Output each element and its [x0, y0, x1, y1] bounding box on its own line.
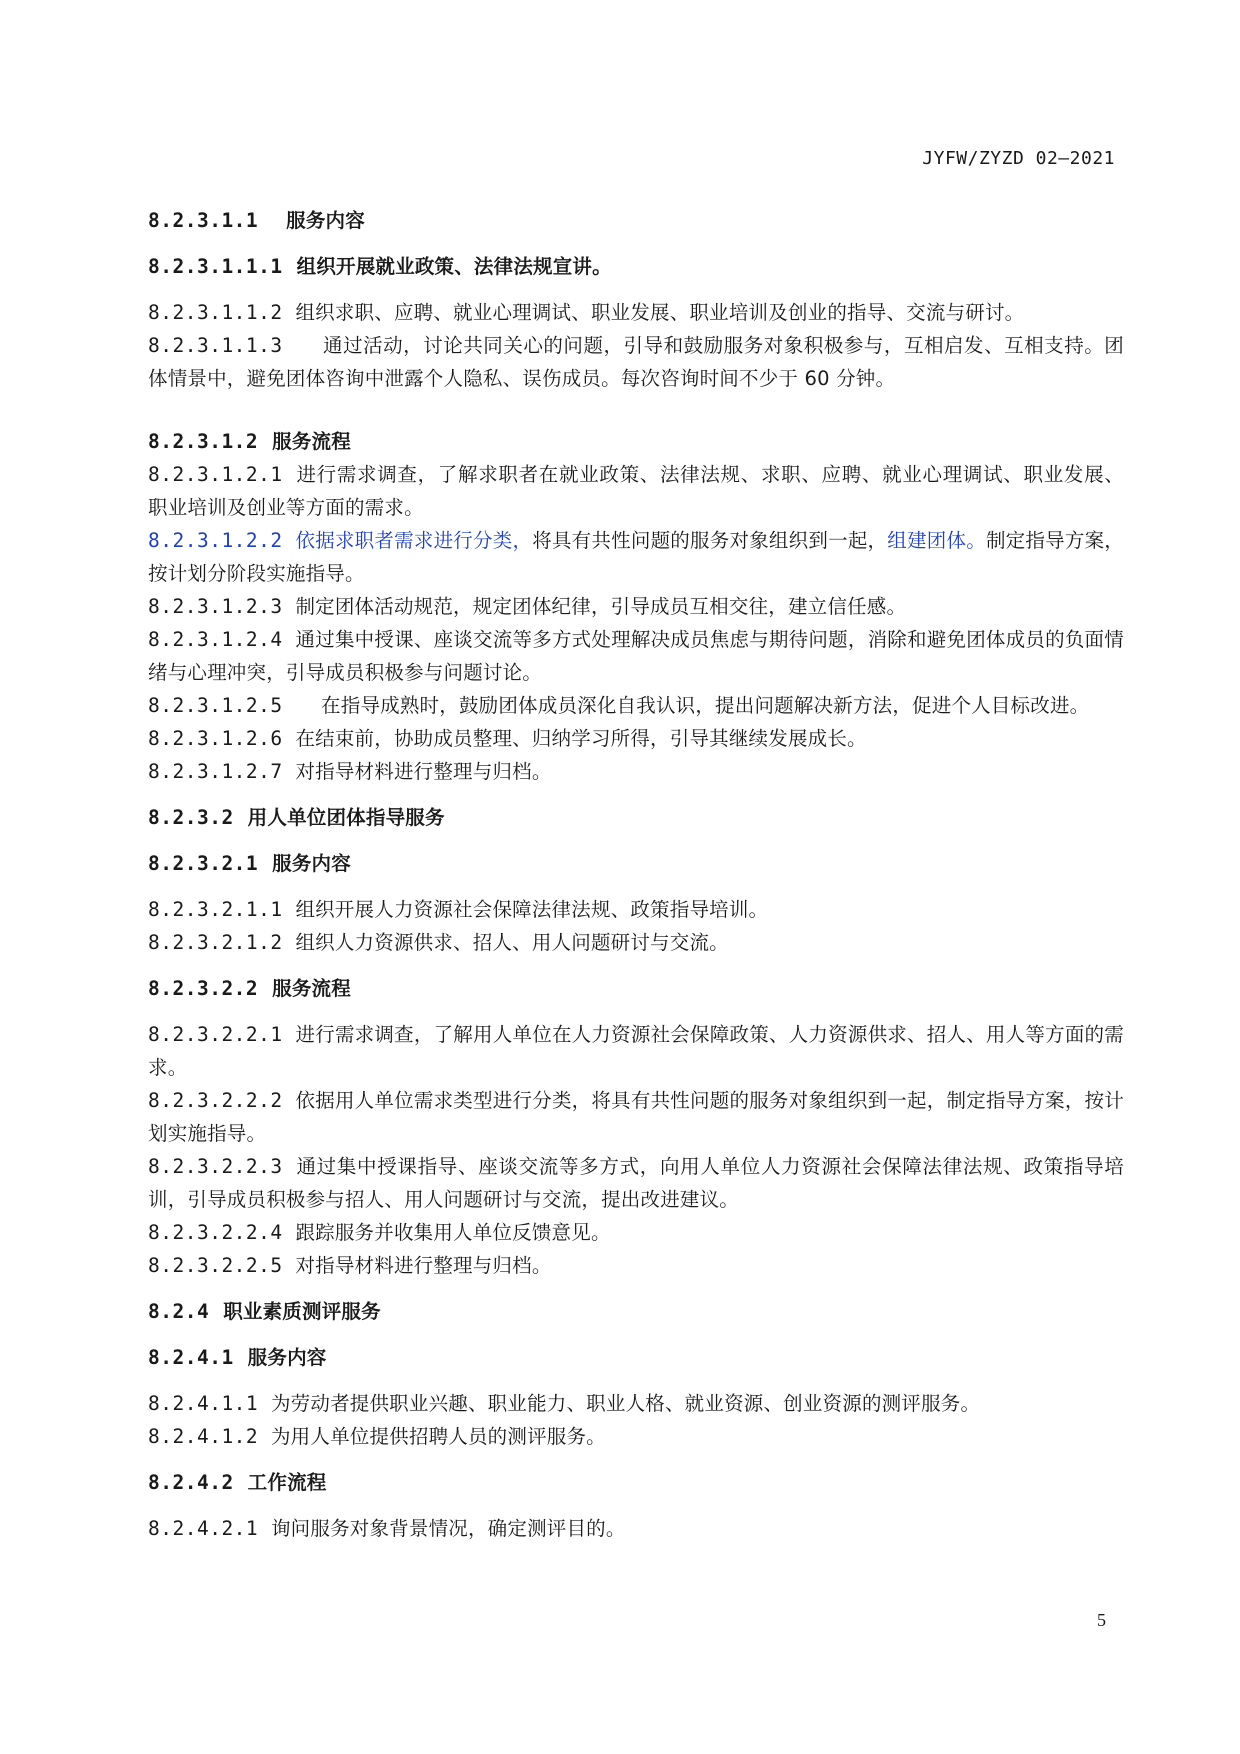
- clause-paragraph-highlighted: 8.2.3.1.2.2 依据求职者需求进行分类，将具有共性问题的服务对象组织到一起，组建团体。制定指导方案，按计划分阶段实施指导。: [148, 529, 1124, 585]
- clause-heading: 8.2.3.2.2 服务流程: [148, 977, 351, 1000]
- clause-heading: 8.2.4 职业素质测评服务: [148, 1300, 381, 1323]
- clause-heading: 8.2.3.1.1.1 组织开展就业政策、法律法规宣讲。: [148, 255, 612, 278]
- clause-heading: 8.2.3.1.1 服务内容: [148, 209, 365, 232]
- clause-paragraph: 8.2.3.2.2.1 进行需求调查，了解用人单位在人力资源社会保障政策、人力资源供求、招人、用人等方面的需求。: [148, 1023, 1124, 1079]
- clause-paragraph: 8.2.4.1.2 为用人单位提供招聘人员的测评服务。: [148, 1425, 606, 1448]
- clause-heading: 8.2.4.1 服务内容: [148, 1346, 327, 1369]
- clause-paragraph: 8.2.3.2.2.3 通过集中授课指导、座谈交流等多方式，向用人单位人力资源社会保障法律法规、政策指导培训，引导成员积极参与招人、用人问题研讨与交流，提出改进建议。: [148, 1155, 1124, 1211]
- clause-paragraph: 8.2.3.1.1.2 组织求职、应聘、就业心理调试、职业发展、职业培训及创业的指导、交流与研讨。: [148, 301, 1025, 324]
- clause-paragraph: 8.2.3.1.2.7 对指导材料进行整理与归档。: [148, 760, 552, 783]
- document-body: [148, 204, 1124, 1545]
- clause-paragraph: 8.2.3.1.2.3 制定团体活动规范，规定团体纪律，引导成员互相交往，建立信任感。: [148, 595, 907, 618]
- highlight-text: 依据求职者需求进行分类，: [295, 529, 533, 552]
- clause-paragraph: 8.2.3.2.2.4 跟踪服务并收集用人单位反馈意见。: [148, 1221, 611, 1244]
- clause-paragraph: 8.2.3.2.1.2 组织人力资源供求、招人、用人问题研讨与交流。: [148, 931, 729, 954]
- clause-heading: 8.2.4.2 工作流程: [148, 1471, 327, 1494]
- clause-paragraph: 8.2.4.2.1 询问服务对象背景情况，确定测评目的。: [148, 1517, 626, 1540]
- clause-heading: 8.2.3.1.2 服务流程: [148, 430, 351, 453]
- clause-paragraph: 8.2.4.1.1 为劳动者提供职业兴趣、职业能力、职业人格、就业资源、创业资源的测评服务。: [148, 1392, 981, 1415]
- clause-paragraph: 8.2.3.1.2.6 在结束前，协助成员整理、归纳学习所得，引导其继续发展成长。: [148, 727, 867, 750]
- clause-paragraph: 8.2.3.2.1.1 组织开展人力资源社会保障法律法规、政策指导培训。: [148, 898, 769, 921]
- highlight-text: 组建团体。: [887, 529, 986, 552]
- clause-paragraph: 8.2.3.1.2.5 在指导成熟时，鼓励团体成员深化自我认识，提出问题解决新方法，促进个人目标改进。: [148, 694, 1090, 717]
- clause-paragraph: 8.2.3.2.2.5 对指导材料进行整理与归档。: [148, 1254, 552, 1277]
- clause-paragraph: 8.2.3.1.1.3 通过活动，讨论共同关心的问题，引导和鼓励服务对象积极参与，互相启发、互相支持。团体情景中，避免团体咨询中泄露个人隐私、误伤成员。每次咨询时间不少于 60 分钟。: [148, 334, 1124, 390]
- clause-heading: 8.2.3.2 用人单位团体指导服务: [148, 806, 445, 829]
- page-number: 5: [1097, 1610, 1106, 1630]
- document-code: JYFW/ZYZD 02—2021: [922, 148, 1115, 169]
- clause-paragraph: 8.2.3.2.2.2 依据用人单位需求类型进行分类，将具有共性问题的服务对象组织到一起，制定指导方案，按计划实施指导。: [148, 1089, 1124, 1145]
- clause-paragraph: 8.2.3.1.2.1 进行需求调查，了解求职者在就业政策、法律法规、求职、应聘、就业心理调试、职业发展、 职业培训及创业等方面的需求。: [148, 463, 1124, 519]
- clause-paragraph: 8.2.3.1.2.4 通过集中授课、座谈交流等多方式处理解决成员焦虑与期待问题，消除和避免团体成员的负面情绪与心理冲突，引导成员积极参与问题讨论。: [148, 628, 1124, 684]
- clause-heading: 8.2.3.2.1 服务内容: [148, 852, 351, 875]
